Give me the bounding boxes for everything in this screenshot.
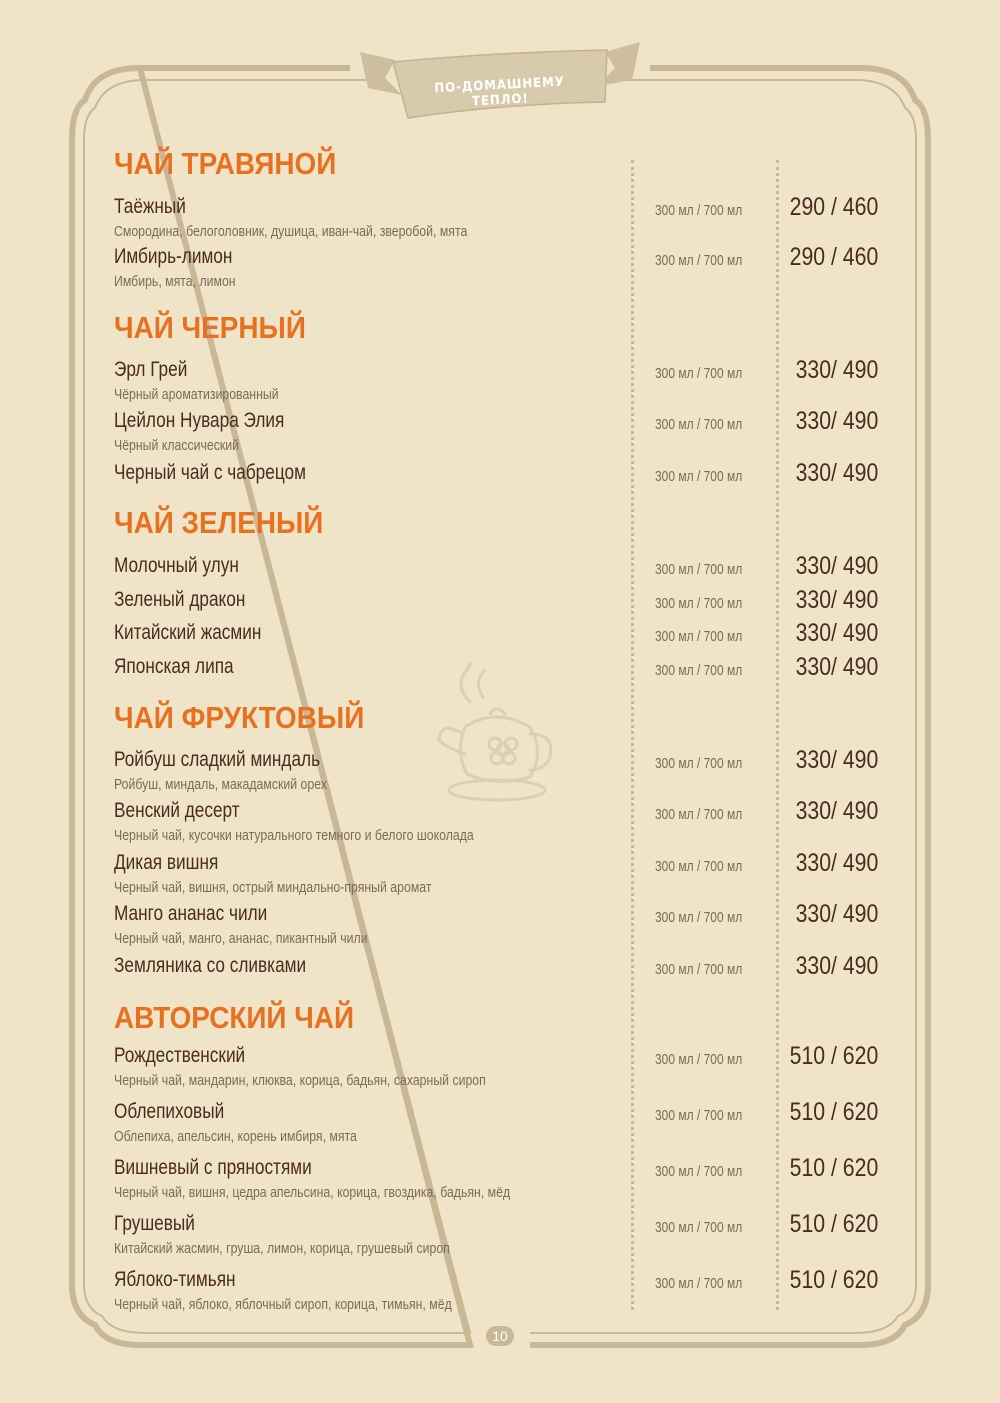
menu-item-volume: 300 мл / 700 мл xyxy=(655,202,743,219)
menu-item-description: Смородина, белоголовник, душица, иван-чай, зверобой, мята xyxy=(114,223,468,240)
menu-item-volume: 300 мл / 700 мл xyxy=(655,961,743,978)
menu-item-description: Чёрный ароматизированный xyxy=(114,386,279,403)
menu-item-price: 330/ 490 xyxy=(795,586,878,614)
menu-item-price: 330/ 490 xyxy=(795,407,878,435)
menu-item-name: Ройбуш сладкий миндаль xyxy=(114,748,321,771)
menu-item-volume: 300 мл / 700 мл xyxy=(655,468,743,485)
menu-item-name: Китайский жасмин xyxy=(114,621,262,644)
menu-item-name: Молочный улун xyxy=(114,554,239,577)
section-title: ЧАЙ ЧЕРНЫЙ xyxy=(114,310,306,345)
menu-item-volume: 300 мл / 700 мл xyxy=(655,909,743,926)
menu-item-price: 330/ 490 xyxy=(795,952,878,980)
section-title: ЧАЙ ФРУКТОВЫЙ xyxy=(114,700,365,735)
section-title: ЧАЙ ТРАВЯНОЙ xyxy=(114,146,337,181)
menu-item-price: 510 / 620 xyxy=(789,1042,878,1070)
menu-item-volume: 300 мл / 700 мл xyxy=(655,1051,743,1068)
menu-item-volume: 300 мл / 700 мл xyxy=(655,662,743,679)
menu-item-name: Эрл Грей xyxy=(114,358,188,381)
menu-item-name: Грушевый xyxy=(114,1212,195,1235)
menu-item-description: Черный чай, вишня, цедра апельсина, корица, гвоздика, бадьян, мёд xyxy=(114,1184,511,1201)
menu-item-description: Черный чай, мандарин, клюква, корица, бадьян, сахарный сироп xyxy=(114,1072,486,1089)
menu-item-price: 330/ 490 xyxy=(795,356,878,384)
menu-item-price: 330/ 490 xyxy=(795,653,878,681)
menu-item-volume: 300 мл / 700 мл xyxy=(655,1219,743,1236)
section-title: ЧАЙ ЗЕЛЕНЫЙ xyxy=(114,505,324,540)
menu-item-name: Яблоко-тимьян xyxy=(114,1268,236,1291)
menu-item-name: Земляника со сливками xyxy=(114,954,307,977)
menu-item-price: 330/ 490 xyxy=(795,849,878,877)
menu-item-price: 330/ 490 xyxy=(795,900,878,928)
menu-item-volume: 300 мл / 700 мл xyxy=(655,628,743,645)
menu-item-name: Облепиховый xyxy=(114,1100,225,1123)
teapot-icon xyxy=(435,662,555,802)
menu-item-price: 330/ 490 xyxy=(795,746,878,774)
menu-item-volume: 300 мл / 700 мл xyxy=(655,365,743,382)
menu-item-name: Вишневый с пряностями xyxy=(114,1156,312,1179)
menu-item-volume: 300 мл / 700 мл xyxy=(655,595,743,612)
menu-item-volume: 300 мл / 700 мл xyxy=(655,806,743,823)
menu-item-description: Черный чай, яблоко, яблочный сироп, корица, тимьян, мёд xyxy=(114,1296,452,1313)
menu-item-name: Цейлон Нувара Элия xyxy=(114,409,285,432)
menu-item-volume: 300 мл / 700 мл xyxy=(655,252,743,269)
menu-item-description: Черный чай, манго, ананас, пикантный чили xyxy=(114,930,368,947)
menu-item-volume: 300 мл / 700 мл xyxy=(655,561,743,578)
menu-item-description: Ройбуш, миндаль, макадамский орех xyxy=(114,776,327,793)
page-number: 10 xyxy=(486,1326,514,1346)
menu-item-volume: 300 мл / 700 мл xyxy=(655,416,743,433)
menu-item-price: 330/ 490 xyxy=(795,552,878,580)
menu-item-volume: 300 мл / 700 мл xyxy=(655,1107,743,1124)
banner-slogan: ПО-ДОМАШНЕМУ ТЕПЛО! xyxy=(434,74,566,110)
menu-item-volume: 300 мл / 700 мл xyxy=(655,1163,743,1180)
menu-item-price: 290 / 460 xyxy=(789,243,878,271)
menu-item-volume: 300 мл / 700 мл xyxy=(655,755,743,772)
section-title: АВТОРСКИЙ ЧАЙ xyxy=(114,1000,355,1035)
menu-item-description: Чёрный классический xyxy=(114,437,240,454)
menu-item-description: Имбирь, мята, лимон xyxy=(114,273,236,290)
menu-item-name: Венский десерт xyxy=(114,799,240,822)
menu-item-price: 510 / 620 xyxy=(789,1098,878,1126)
menu-item-name: Дикая вишня xyxy=(114,851,219,874)
dotted-divider-right xyxy=(776,160,779,1310)
menu-item-description: Китайский жасмин, груша, лимон, корица, грушевый сироп xyxy=(114,1240,450,1257)
menu-item-volume: 300 мл / 700 мл xyxy=(655,858,743,875)
menu-item-name: Зеленый дракон xyxy=(114,588,246,611)
menu-item-name: Японская липа xyxy=(114,655,234,678)
menu-item-name: Манго ананас чили xyxy=(114,902,268,925)
menu-item-name: Имбирь-лимон xyxy=(114,245,233,268)
menu-item-price: 510 / 620 xyxy=(789,1154,878,1182)
menu-item-price: 510 / 620 xyxy=(789,1210,878,1238)
menu-item-price: 510 / 620 xyxy=(789,1266,878,1294)
menu-item-description: Черный чай, кусочки натурального темного и белого шоколада xyxy=(114,827,474,844)
menu-item-name: Таёжный xyxy=(114,195,186,218)
menu-item-name: Черный чай с чабрецом xyxy=(114,461,306,484)
menu-item-description: Черный чай, вишня, острый миндально-пряный аромат xyxy=(114,879,432,896)
menu-item-price: 330/ 490 xyxy=(795,797,878,825)
dotted-divider-left xyxy=(631,160,634,1310)
menu-item-price: 330/ 490 xyxy=(795,459,878,487)
menu-item-price: 290 / 460 xyxy=(789,193,878,221)
menu-item-volume: 300 мл / 700 мл xyxy=(655,1275,743,1292)
menu-item-name: Рождественский xyxy=(114,1044,246,1067)
menu-item-description: Облепиха, апельсин, корень имбиря, мята xyxy=(114,1128,357,1145)
menu-item-price: 330/ 490 xyxy=(795,619,878,647)
